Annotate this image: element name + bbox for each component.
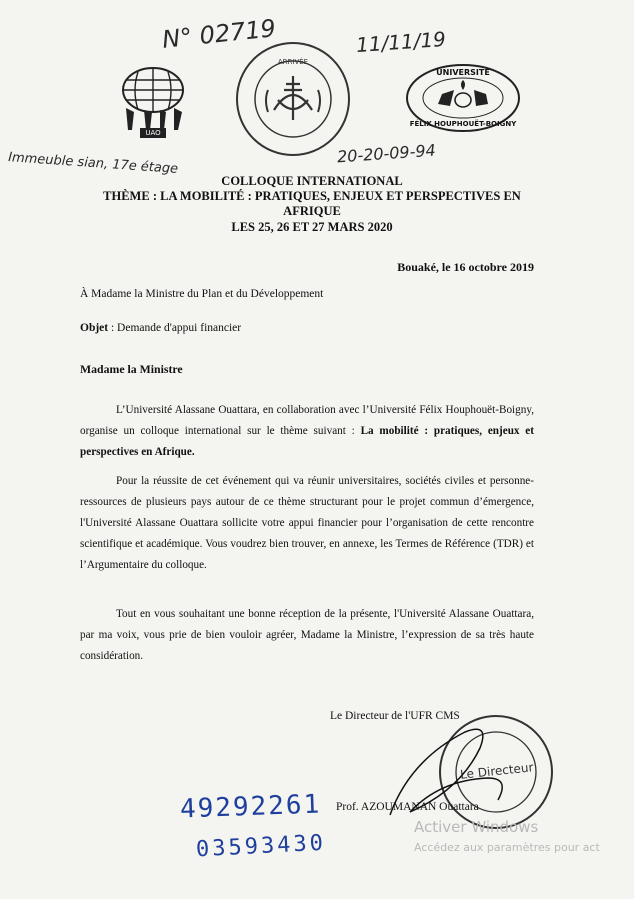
- handwritten-reference-number: N° 02719: [160, 14, 278, 54]
- stamp-center-text: Le Directeur: [459, 760, 535, 782]
- handwritten-phone-2: 03593430: [195, 830, 327, 863]
- right-logo: [404, 62, 522, 134]
- left-logo-caption: UAO: [145, 129, 161, 137]
- recipient: À Madame la Ministre du Plan et du Développement: [80, 288, 324, 300]
- right-logo-bottom-text: FÉLIX HOUPHOUËT-BOIGNY: [409, 120, 517, 128]
- object-label: Objet: [80, 322, 109, 334]
- handwritten-stamp-date: 20-20-09-94: [336, 140, 437, 167]
- left-logo: [112, 60, 194, 142]
- paragraph-1-theme: La mobilité : pratiques, enjeux et perspectives en Afrique.: [80, 425, 535, 458]
- activation-watermark-title: Activer Windows: [414, 818, 539, 836]
- header-title: COLLOQUE INTERNATIONAL: [221, 174, 403, 188]
- header-dates: LES 25, 26 ET 27 MARS 2020: [231, 220, 393, 234]
- header-theme: THÈME : LA MOBILITÉ : PRATIQUES, ENJEUX ET PERSPECTIVES EN: [103, 189, 521, 203]
- right-logo-top-text: UNIVERSITÉ: [436, 68, 490, 77]
- paragraph-1-text: L’Université Alassane Ouattara, en collaboration avec l’Université Félix Houphouët-Boigny, organise un colloque international sur le thème suivant :: [80, 404, 534, 437]
- salutation: Madame la Ministre: [80, 362, 183, 376]
- paragraph-2: [80, 471, 534, 576]
- handwritten-address: Immeuble sian, 17e étage: [7, 150, 179, 177]
- ministry-seal: [234, 40, 352, 158]
- handwritten-date: 11/11/19: [355, 26, 447, 58]
- signature-icon: [370, 720, 520, 830]
- place-date: Bouaké, le 16 octobre 2019: [397, 260, 534, 274]
- seal-inner-text: ARRIVÉE: [277, 58, 309, 66]
- handwritten-phone-1: 49292261: [179, 789, 322, 825]
- activation-watermark-subtitle: Accédez aux paramètres pour act: [414, 841, 600, 854]
- signatory-title: Le Directeur de l'UFR CMS: [330, 710, 460, 722]
- object-line: [80, 322, 241, 334]
- object-text: : Demande d'appui financier: [108, 322, 242, 334]
- signatory-name: Prof. AZOUMANAN Ouattara: [336, 801, 479, 813]
- paragraph-2-text: Pour la réussite de cet événement qui va réunir universitaires, sociétés civiles et personne-ressources de plusieurs pays autour de ce thème structurant pour le projet commun d’émergence, l'Université Alassane Ouattara sollicite votre appui financier pour l’organisation de cette rencontre scientifique et académique. Vous voudrez bien trouver, en annexe, les Termes de Référence (TDR) et l’Argumentaire du colloque.: [80, 475, 534, 571]
- paragraph-3: [80, 604, 534, 667]
- paragraph-1: [80, 400, 534, 463]
- header-theme-continued: AFRIQUE: [283, 204, 341, 218]
- paragraph-3-text: Tout en vous souhaitant une bonne réception de la présente, l'Université Alassane Ouattara, par ma voix, vous prie de bien vouloir agréer, Madame la Ministre, l’expression de sa très haute considération.: [80, 608, 534, 662]
